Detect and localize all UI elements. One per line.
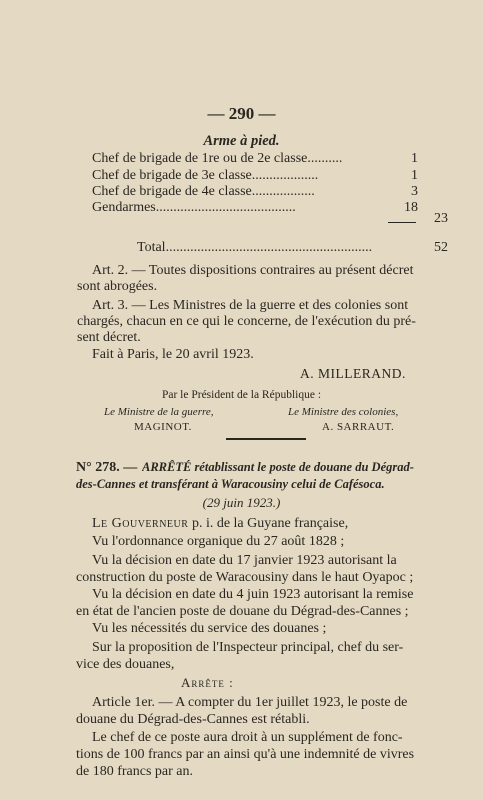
list-item-label: Chef de brigade de 1re ou de 2e classe..........: [92, 151, 343, 166]
vu-decision-2-line-1: Vu la décision en date du 4 juin 1923 autorisant la remise: [92, 587, 414, 602]
arrete-title-line-2: des-Cannes et transférant à Waracousiny celui de Cafésoca.: [76, 477, 385, 491]
proposition-line-1: Sur la proposition de l'Inspecteur principal, chef du ser-: [92, 640, 404, 655]
minister-war-name: MAGINOT.: [134, 421, 192, 433]
vu-decision-1-line-1: Vu la décision en date du 17 janvier 1923 autorisant la: [92, 553, 397, 568]
list-item-label: Chef de brigade de 4e classe..................: [92, 184, 315, 199]
minister-colonies-title: Le Ministre des colonies,: [288, 406, 399, 418]
page-number: — 290 —: [207, 104, 276, 123]
article-2b-line-3: de 180 francs par an.: [76, 764, 194, 779]
vu-necessites: Vu les nécessités du service des douanes ;: [92, 621, 327, 636]
arrete-number: N° 278. —: [76, 460, 138, 475]
total-label: Total...........................................................: [137, 240, 373, 255]
arrete-title-line-1: ARRÊTÉ rétablissant le poste de douane du Dégrad-: [142, 460, 414, 474]
list-item-label: Chef de brigade de 3e classe...................: [92, 168, 319, 183]
article-3-line-2: chargés, chacun en ce qui le concerne, de l'exécution du pré-: [77, 314, 416, 329]
governor-caps: Le Gouverneur: [92, 516, 189, 531]
place-date: Fait à Paris, le 20 avril 1923.: [92, 347, 254, 362]
vu-ordonnance: Vu l'ordonnance organique du 27 août 1828 ;: [92, 534, 345, 549]
subtotal-value: 23: [434, 211, 448, 226]
governor-rest: p. i. de la Guyane française,: [188, 516, 349, 531]
par-le-president: Par le Président de la République :: [161, 389, 322, 401]
article-1-line-1: Article 1er. — A compter du 1er juillet 1923, le poste de: [92, 695, 408, 710]
article-3-line-1: Art. 3. — Les Ministres de la guerre et des colonies sont: [92, 298, 409, 313]
vu-decision-1-line-2: construction du poste de Waracousiny dans le haut Oyapoc ;: [76, 570, 414, 585]
article-2-line-2: sont abrogées.: [77, 279, 158, 294]
total-value: 52: [434, 240, 448, 255]
vu-decision-2-line-2: en état de l'ancien poste de douane du Dégrad-des-Cannes ;: [76, 604, 409, 619]
article-1-line-2: douane du Dégrad-des-Cannes est rétabli.: [76, 712, 310, 727]
section-divider: [226, 438, 306, 440]
article-3-line-3: sent décret.: [77, 330, 141, 345]
article-2b-line-2: tions de 100 francs par an ainsi qu'à une indemnité de vivres: [76, 747, 415, 762]
list-item-value: 3: [411, 184, 418, 199]
list-item-value: 1: [411, 151, 418, 166]
list-item-value: 18: [404, 200, 418, 215]
president-signature: A. MILLERAND.: [300, 366, 406, 381]
proposition-line-2: vice des douanes,: [76, 657, 175, 672]
list-item-label: Gendarmes........................................: [92, 200, 296, 215]
arrete-date: (29 juin 1923.): [202, 495, 281, 510]
minister-war-title: Le Ministre de la guerre,: [104, 406, 214, 418]
section-title: Arme à pied.: [203, 133, 280, 149]
list-item-value: 1: [411, 168, 418, 183]
minister-colonies-name: A. SARRAUT.: [322, 421, 395, 433]
governor-line: [92, 516, 348, 532]
article-2-line-1: Art. 2. — Toutes dispositions contraires au présent décret: [92, 263, 414, 278]
arrete-heading: Arrête :: [181, 675, 234, 690]
article-2b-line-1: Le chef de ce poste aura droit à un supplément de fonc-: [92, 730, 403, 745]
